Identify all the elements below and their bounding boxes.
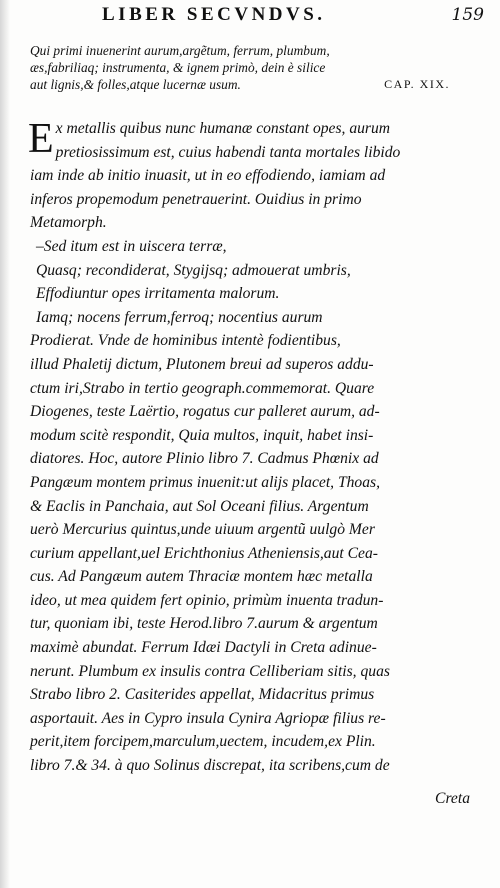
body-line: uerò Mercurius quintus,unde uiuum argentũ uulgò Mer bbox=[30, 521, 375, 539]
body-line: ideo, ut mea quidem fert opinio, primùm inuenta tradun- bbox=[30, 591, 384, 609]
running-head: LIBER SECVNDVS. bbox=[102, 4, 326, 25]
verse-line: –Sed itum est in uiscera terræ, bbox=[36, 237, 227, 255]
chapter-label: CAP. XIX. bbox=[384, 77, 450, 91]
page-number: 159 bbox=[451, 5, 484, 25]
body-line: ctum iri,Strabo in tertio geograph.commemorat. Quare bbox=[30, 379, 375, 397]
catchword: Creta bbox=[435, 790, 470, 807]
chapter-summary bbox=[30, 42, 450, 93]
body-line: & Eaclis in Panchaia, aut Sol Oceani filius. Argentum bbox=[30, 497, 369, 515]
verse-line: Quasq; recondiderat, Stygijsq; admouerat umbris, bbox=[36, 261, 351, 279]
body-line: Prodierat. Vnde de hominibus intentè fodientibus, bbox=[30, 332, 341, 350]
body-line: nerunt. Plumbum ex insulis contra Celliberiam sitis, quas bbox=[30, 662, 390, 680]
body-line: illud Phaletij dictum, Plutonem breui ad superos addu- bbox=[30, 355, 374, 373]
verse-line: Effodiuntur opes irritamenta malorum. bbox=[36, 285, 280, 303]
summary-line: Qui primi inuenerint aurum,argẽtum, ferrum, plumbum, bbox=[30, 43, 330, 58]
body-line: cus. Ad Pangæum autem Thraciæ montem hæc metalla bbox=[30, 568, 373, 586]
body-line: x metallis quibus nunc humanæ constant opes, aurum bbox=[55, 120, 391, 137]
body-line: perit,item forcipem,marculum,uectem, incudem,ex Plin. bbox=[30, 733, 376, 751]
body-line: diatores. Hoc, autore Plinio libro 7. Cadmus Phœnix ad bbox=[30, 450, 379, 468]
body-line: Metamorph. bbox=[30, 214, 107, 232]
body-line: pretiosissimum est, cuius habendi tanta mortales libido bbox=[55, 143, 401, 161]
body-line: modum scitè respondit, Quia multos, inquit, habet insi- bbox=[30, 426, 374, 444]
body-line: Diogenes, teste Laërtio, rogatus cur palleret aurum, ad- bbox=[30, 403, 380, 421]
body-line: asportauit. Aes in Cypro insula Cynira Agriopæ filius re- bbox=[30, 709, 386, 727]
body-line: maximè abundat. Ferrum Idæi Dactyli in Creta adinue- bbox=[30, 639, 377, 657]
drop-capital: E bbox=[28, 116, 54, 162]
body-line: Strabo libro 2. Casiterides appellat, Midacritus primus bbox=[30, 686, 375, 704]
page-gutter-shadow bbox=[0, 0, 10, 888]
chapter-body bbox=[30, 117, 462, 778]
body-line: libro 7.& 34. à quo Solinus discrepat, ita scribens,cum de bbox=[30, 757, 390, 775]
body-line: Pangæum montem primus inuenit:ut alijs placet, Thoas, bbox=[30, 473, 380, 491]
page-header bbox=[102, 4, 484, 30]
body-line: inferos propemodum penetrauerint. Ouidius in primo bbox=[30, 190, 362, 208]
body-line: tur, quoniam ibi, teste Herod.libro 7.aurum & argentum bbox=[30, 615, 378, 633]
summary-line: aut lignis,& folles,atque lucernæ usum. bbox=[30, 77, 241, 92]
summary-line: æs,fabriliaq; instrumenta, & ignem primò, dein è silice bbox=[30, 60, 326, 75]
body-line: curium appellant,uel Erichthonius Atheniensis,aut Cea- bbox=[30, 544, 378, 562]
verse-line: Iamq; nocens ferrum,ferroq; nocentius aurum bbox=[36, 308, 323, 326]
body-line: iam inde ab initio inuasit, ut in eo effodiendo, iamiam ad bbox=[30, 167, 386, 185]
